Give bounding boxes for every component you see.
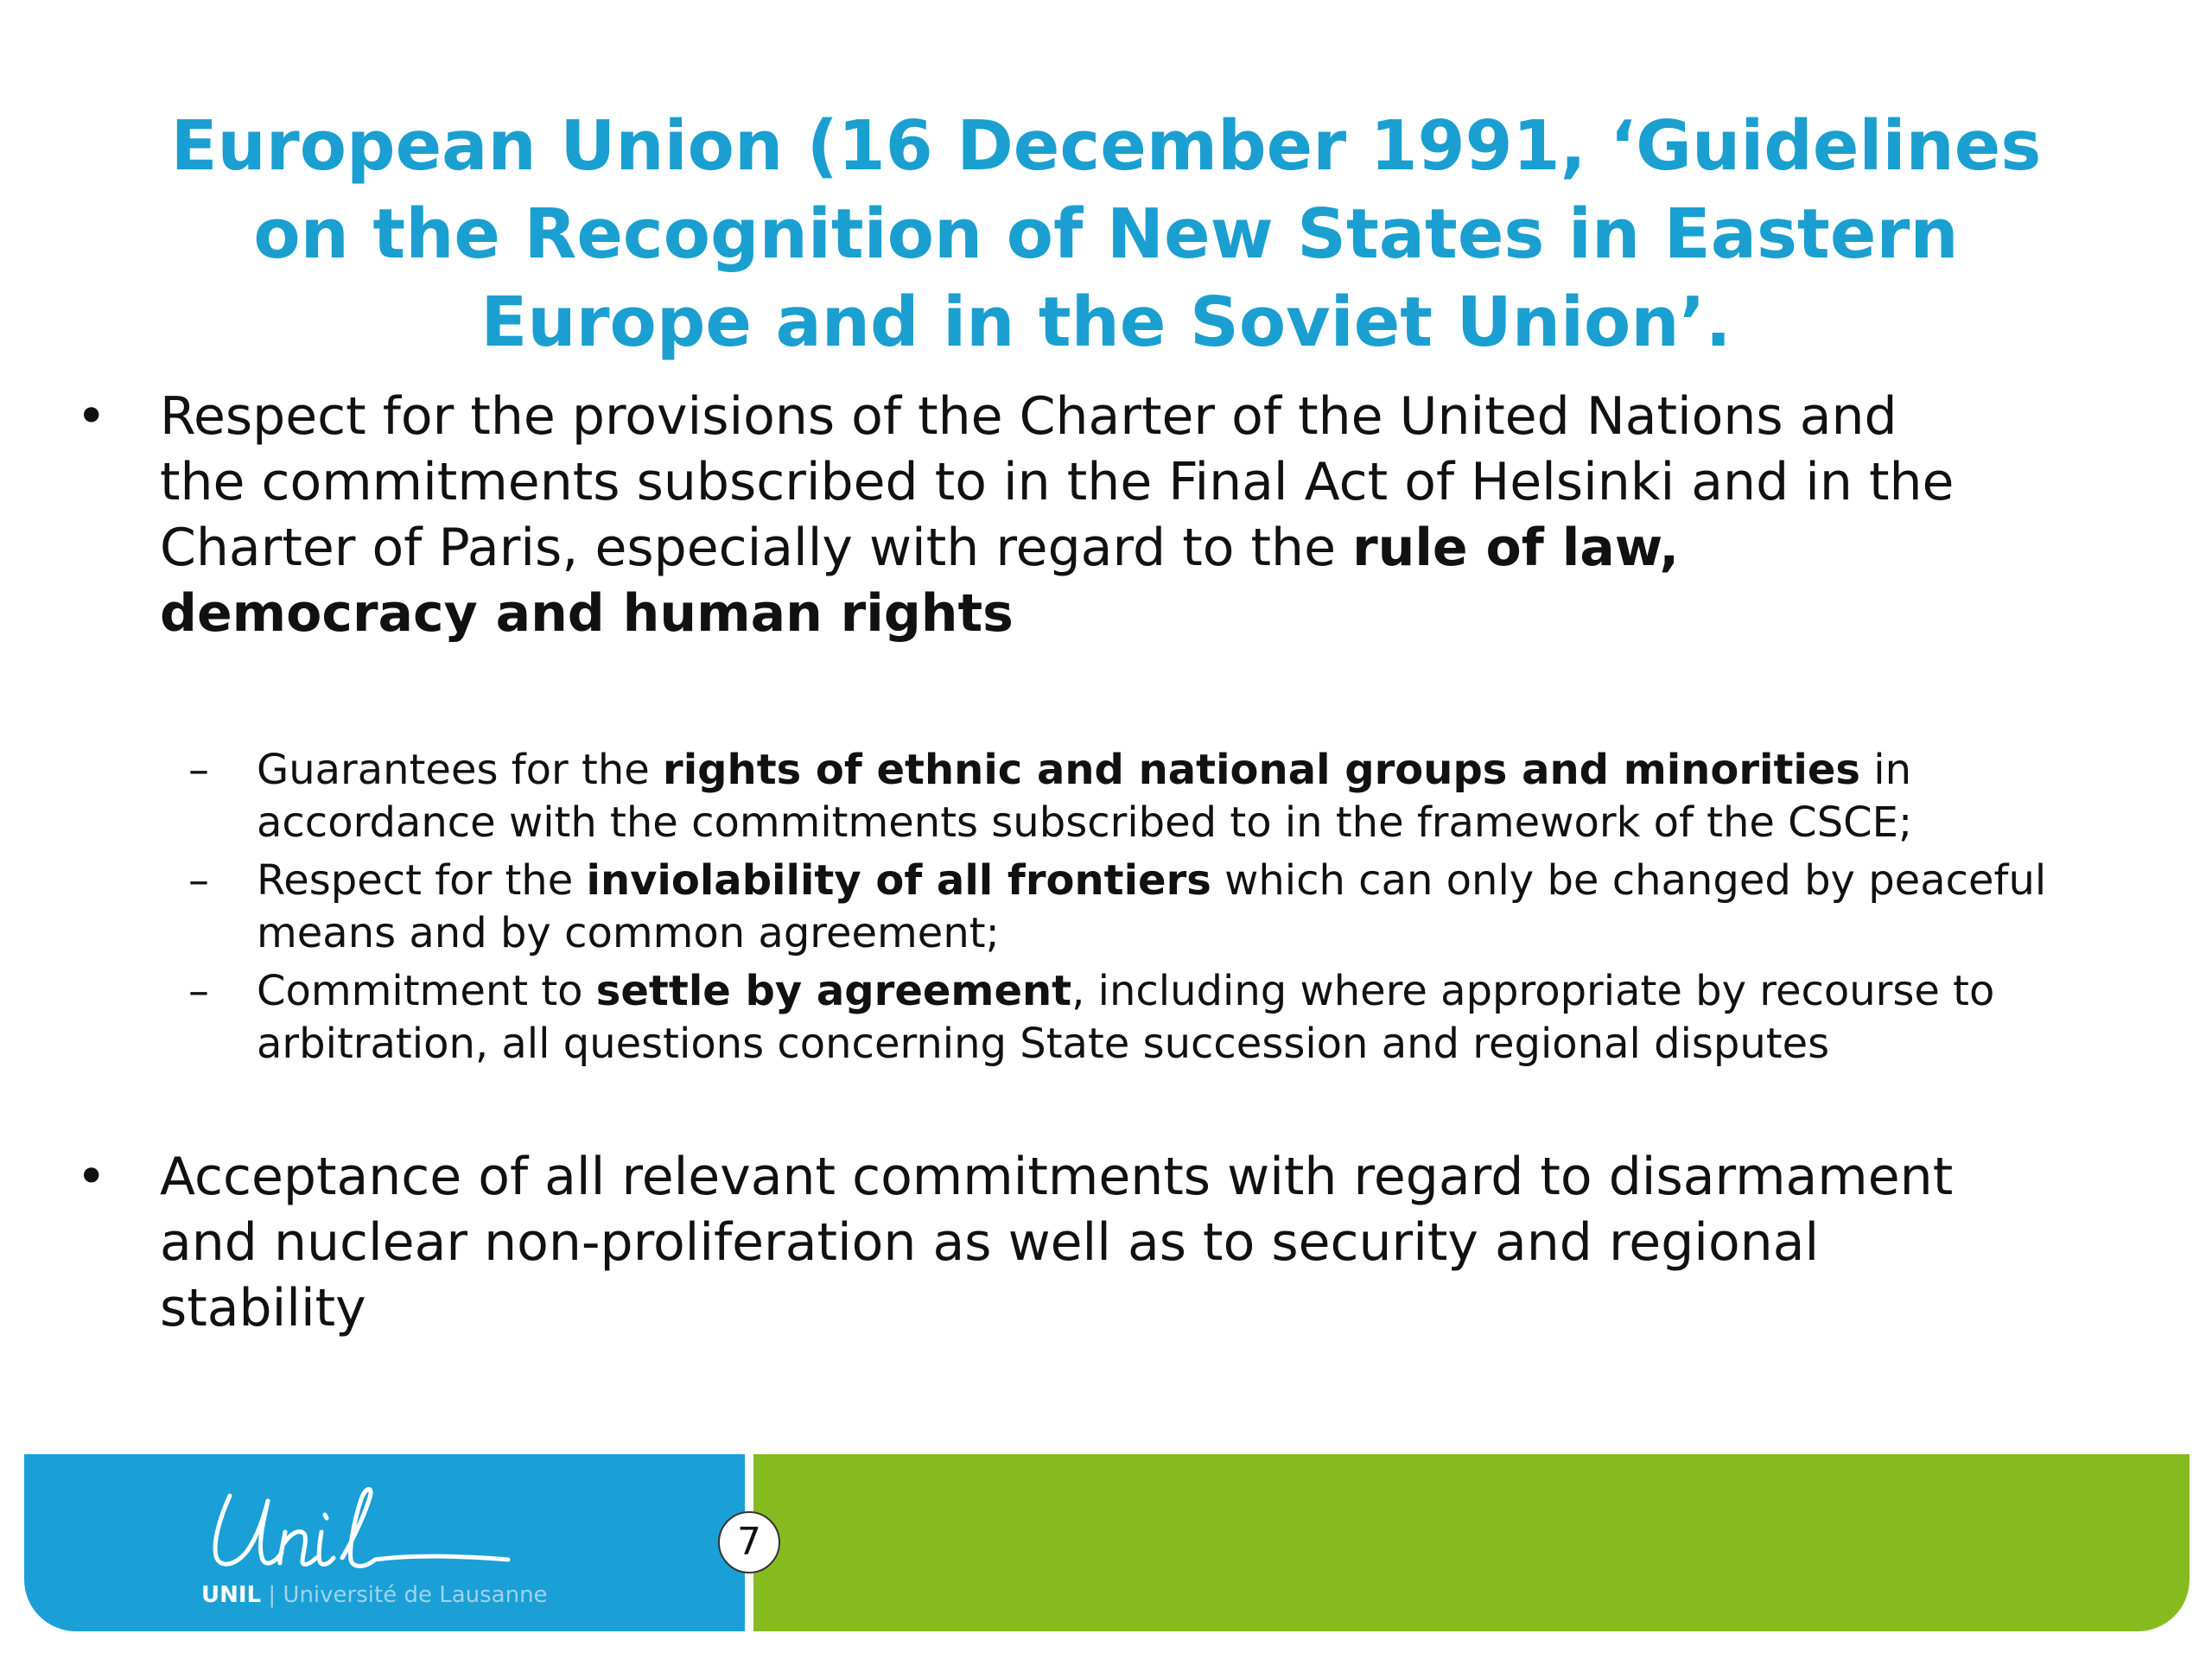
sub-item-line [257,744,2158,797]
dash-marker: – [188,967,209,1015]
bullet-marker: • [76,1147,107,1207]
sub-text-plain: in [1859,746,1911,794]
sub-text-plain: , including where appropriate by recourse to [1071,967,1995,1015]
dash-marker: – [188,856,209,905]
sub-item-line [257,965,2158,1018]
sub-item-line [257,855,2158,907]
sub-item-line: means and by common agreement; [257,909,1000,957]
title-line-3: Europe and in the Soviet Union’. [480,283,1732,362]
footer-band [24,1454,2190,1631]
logo-caption-full: Université de Lausanne [283,1582,548,1608]
footer-blue-panel [24,1454,745,1631]
sub-item-line: arbitration, all questions concerning State succession and regional disputes [257,1020,1830,1068]
bullet-line-bold: democracy and human rights [160,583,1014,644]
sub-text-bold: rights of ethnic and national groups and minorities [663,746,1860,794]
bullet-line: and nuclear non-proliferation as well as to security and regional [160,1212,1820,1273]
bullet-line: the commitments subscribed to in the Final Act of Helsinki and in the [160,452,1955,512]
bullet-line [160,515,2147,581]
bullet-line: stability [160,1278,366,1338]
sub-item-text [257,744,2158,849]
sub-item-text [257,965,2158,1071]
sub-item-line: accordance with the commitments subscribed to in the framework of the CSCE; [257,798,1913,847]
page-number: 7 [718,1511,780,1573]
logo-caption [201,1582,548,1608]
unil-logo [206,1480,534,1584]
dash-marker: – [188,746,209,794]
slide-title [69,102,2143,366]
sub-text-plain: Respect for the [257,856,587,905]
sub-text-plain: Guarantees for the [257,746,664,794]
sub-item-text [257,855,2158,960]
bullet-text-plain: Charter of Paris, especially with regard to the [160,518,1353,578]
sub-text-plain: which can only be changed by peaceful [1211,856,2047,905]
title-line-2: on the Recognition of New States in Eastern [253,194,1959,274]
title-line-1: European Union (16 December 1991, ‘Guidelines [170,106,2042,186]
sub-text-bold: settle by agreement [595,967,1072,1015]
logo-caption-separator: | [261,1582,283,1608]
footer-green-panel [753,1454,2190,1631]
bullet-line: Respect for the provisions of the Charter of the United Nations and [160,386,1897,447]
bullet-text [160,1144,2147,1341]
logo-caption-short: UNIL [201,1582,262,1608]
bullet-text [160,384,2147,646]
bullet-text-bold: rule of law, [1352,518,1680,578]
sub-text-bold: inviolability of all frontiers [586,856,1211,905]
bullet-marker: • [76,386,107,447]
bullet-line: Acceptance of all relevant commitments with regard to disarmament [160,1147,1954,1207]
sub-text-plain: Commitment to [257,967,596,1015]
